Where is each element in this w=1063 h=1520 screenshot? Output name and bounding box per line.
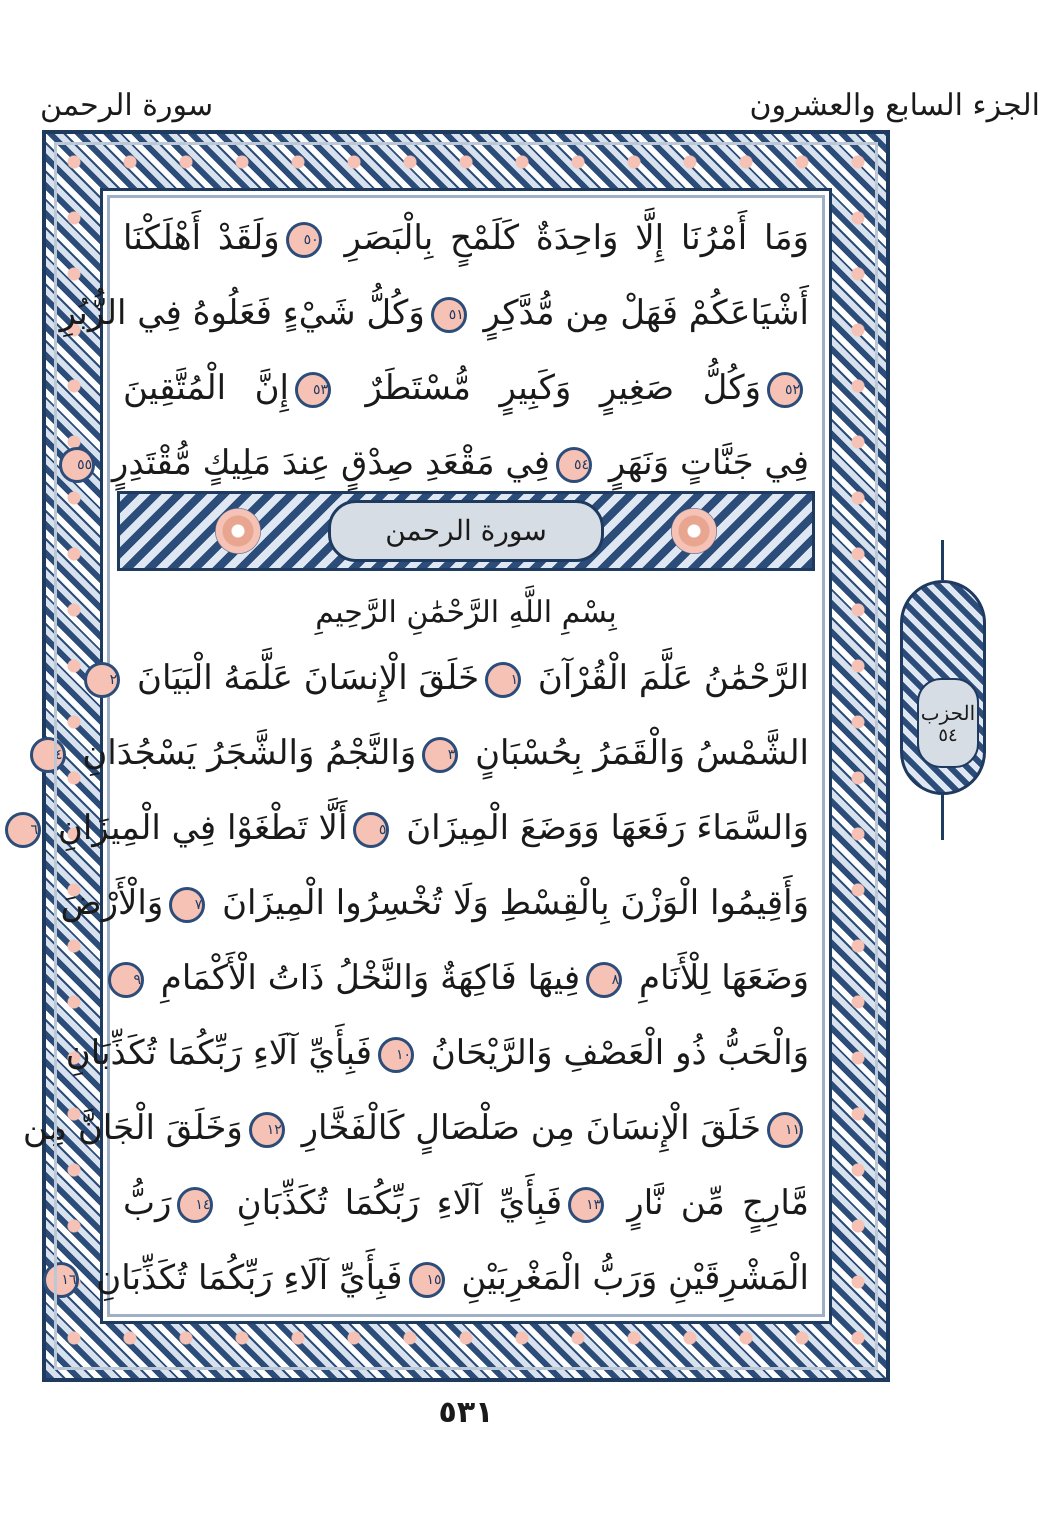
surah-title-band [117, 491, 815, 571]
verse-text: فَبِأَيِّ آلَاءِ رَبِّكُمَا تُكَذِّبَانِ [65, 1033, 373, 1073]
ayah-number-marker: ٦ [5, 812, 41, 848]
ayah-number-marker: ٧ [169, 887, 205, 923]
surah-name-header: سورة الرحمن [40, 87, 214, 123]
ornamental-frame [22, 130, 890, 1382]
verse-text: مَّارِجٍ مِّن نَّارٍ [610, 1183, 809, 1223]
verse-line [109, 641, 809, 716]
verse-line [77, 426, 809, 501]
verse-text: وَالْحَبُّ ذُو الْعَصْفِ وَالرَّيْحَانُ [420, 1033, 809, 1073]
verse-text: فِيهَا فَاكِهَةٌ وَالنَّخْلُ ذَاتُ الْأَكْمَامِ [149, 958, 581, 998]
ayah-number-marker: ١٣ [568, 1187, 604, 1223]
ayah-number-marker: ١٢ [249, 1112, 285, 1148]
basmala: بِسْمِ اللَّهِ الرَّحْمَٰنِ الرَّحِيمِ [315, 595, 617, 630]
verse-line [60, 866, 809, 941]
verse-text: رَبُّ [123, 1183, 172, 1223]
ayah-number-marker: ٩ [108, 962, 144, 998]
ayah-number-marker: ١٤ [177, 1187, 213, 1223]
ayah-number-marker: ٣ [422, 737, 458, 773]
verse-line [54, 716, 809, 791]
hizb-ornament-icon [900, 580, 986, 795]
verse-line [22, 1091, 809, 1166]
verse-text: أَشْيَاعَكُمْ فَهَلْ مِن مُّدَّكِرٍ [472, 293, 809, 333]
ayah-number-marker: ١١ [767, 1112, 803, 1148]
ayah-number-marker: ١٠ [378, 1037, 414, 1073]
ayah-number-marker: ٨ [586, 962, 622, 998]
rosette-icon [215, 508, 261, 554]
ayah-number-marker: ٥٥ [59, 447, 95, 483]
verse-text: فَبِأَيِّ آلَاءِ رَبِّكُمَا تُكَذِّبَانِ [85, 1258, 403, 1298]
verse-text: وَكُلُّ صَغِيرٍ وَكَبِيرٍ مُّسْتَطَرٌ [336, 368, 761, 408]
verse-text: إِنَّ الْمُتَّقِينَ [123, 368, 289, 408]
verse-line [123, 201, 809, 276]
verse-text: وَكُلُّ شَيْءٍ فَعَلُوهُ فِي الزُّبُرِ [59, 293, 425, 333]
ayah-number-marker: ٥٢ [767, 372, 803, 408]
verse-text: وَالْأَرْضَ [60, 883, 164, 923]
verse-text: وَمَا أَمْرُنَا إِلَّا وَاحِدَةٌ كَلَمْحٍ بِالْبَصَرِ [327, 218, 809, 258]
ayah-number-marker: ٢ [84, 662, 120, 698]
ayah-number-marker: ٥٠ [286, 222, 322, 258]
verse-text: فَبِأَيِّ آلَاءِ رَبِّكُمَا تُكَذِّبَانِ [219, 1183, 563, 1223]
verses-after [22, 641, 809, 1316]
verse-line [123, 941, 809, 1016]
text-panel [22, 188, 832, 1324]
verse-text: وَخَلَقَ الْجَانَّ مِن [22, 1108, 243, 1148]
hizb-label-box [917, 678, 979, 768]
verse-text: فِي مَقْعَدِ صِدْقٍ عِندَ مَلِيكٍ مُّقْتَدِرٍ [101, 443, 551, 483]
verse-text: الرَّحْمَٰنُ عَلَّمَ الْقُرْآنَ [527, 658, 809, 698]
ayah-number-marker: ٥١ [431, 297, 467, 333]
verses-before [59, 201, 809, 501]
verse-text: وَضَعَهَا لِلْأَنَامِ [628, 958, 809, 998]
verse-text: أَلَّا تَطْغَوْا فِي الْمِيزَانِ [47, 808, 348, 848]
ayah-number-marker: ١٥ [409, 1262, 445, 1298]
verse-line [61, 1241, 809, 1316]
ayah-number-marker: ٥ [353, 812, 389, 848]
ayah-number-marker: ١ [485, 662, 521, 698]
hizb-medallion [900, 540, 986, 840]
verse-text: وَأَقِيمُوا الْوَزْنَ بِالْقِسْطِ وَلَا تُخْسِرُوا الْمِيزَانَ [211, 883, 809, 923]
page-number: ٥٣١ [438, 1395, 494, 1430]
verse-line [123, 1166, 809, 1241]
verse-line [30, 791, 809, 866]
verse-text: الْمَشْرِقَيْنِ وَرَبُّ الْمَغْرِبَيْنِ [450, 1258, 809, 1298]
ayah-number-marker: ٥٣ [295, 372, 331, 408]
rosette-icon [671, 508, 717, 554]
verse-text: وَالسَّمَاءَ رَفَعَهَا وَوَضَعَ الْمِيزَانَ [395, 808, 809, 848]
verse-text: الشَّمْسُ وَالْقَمَرُ بِحُسْبَانٍ [464, 733, 809, 773]
verse-text: خَلَقَ الْإِنسَانَ مِن صَلْصَالٍ كَالْفَخَّارِ [290, 1108, 761, 1148]
ayah-number-marker: ٥٤ [556, 447, 592, 483]
verse-text: وَلَقَدْ أَهْلَكْنَا [123, 218, 280, 258]
verse-line [123, 351, 809, 426]
surah-title: سورة الرحمن [328, 500, 604, 562]
hizb-label: الحزب [920, 700, 976, 725]
verse-text: فِي جَنَّاتٍ وَنَهَرٍ [598, 443, 809, 483]
ayah-number-marker: ٤ [30, 737, 66, 773]
ayah-number-marker: ١٦ [43, 1262, 79, 1298]
verse-text: وَالنَّجْمُ وَالشَّجَرُ يَسْجُدَانِ [71, 733, 417, 773]
juz-name-header: الجزء السابع والعشرون [749, 87, 1040, 123]
hizb-number: ٥٤ [938, 724, 958, 746]
verse-line [65, 1016, 809, 1091]
verse-line [59, 276, 809, 351]
verse-text: خَلَقَ الْإِنسَانَ عَلَّمَهُ الْبَيَانَ [126, 658, 480, 698]
